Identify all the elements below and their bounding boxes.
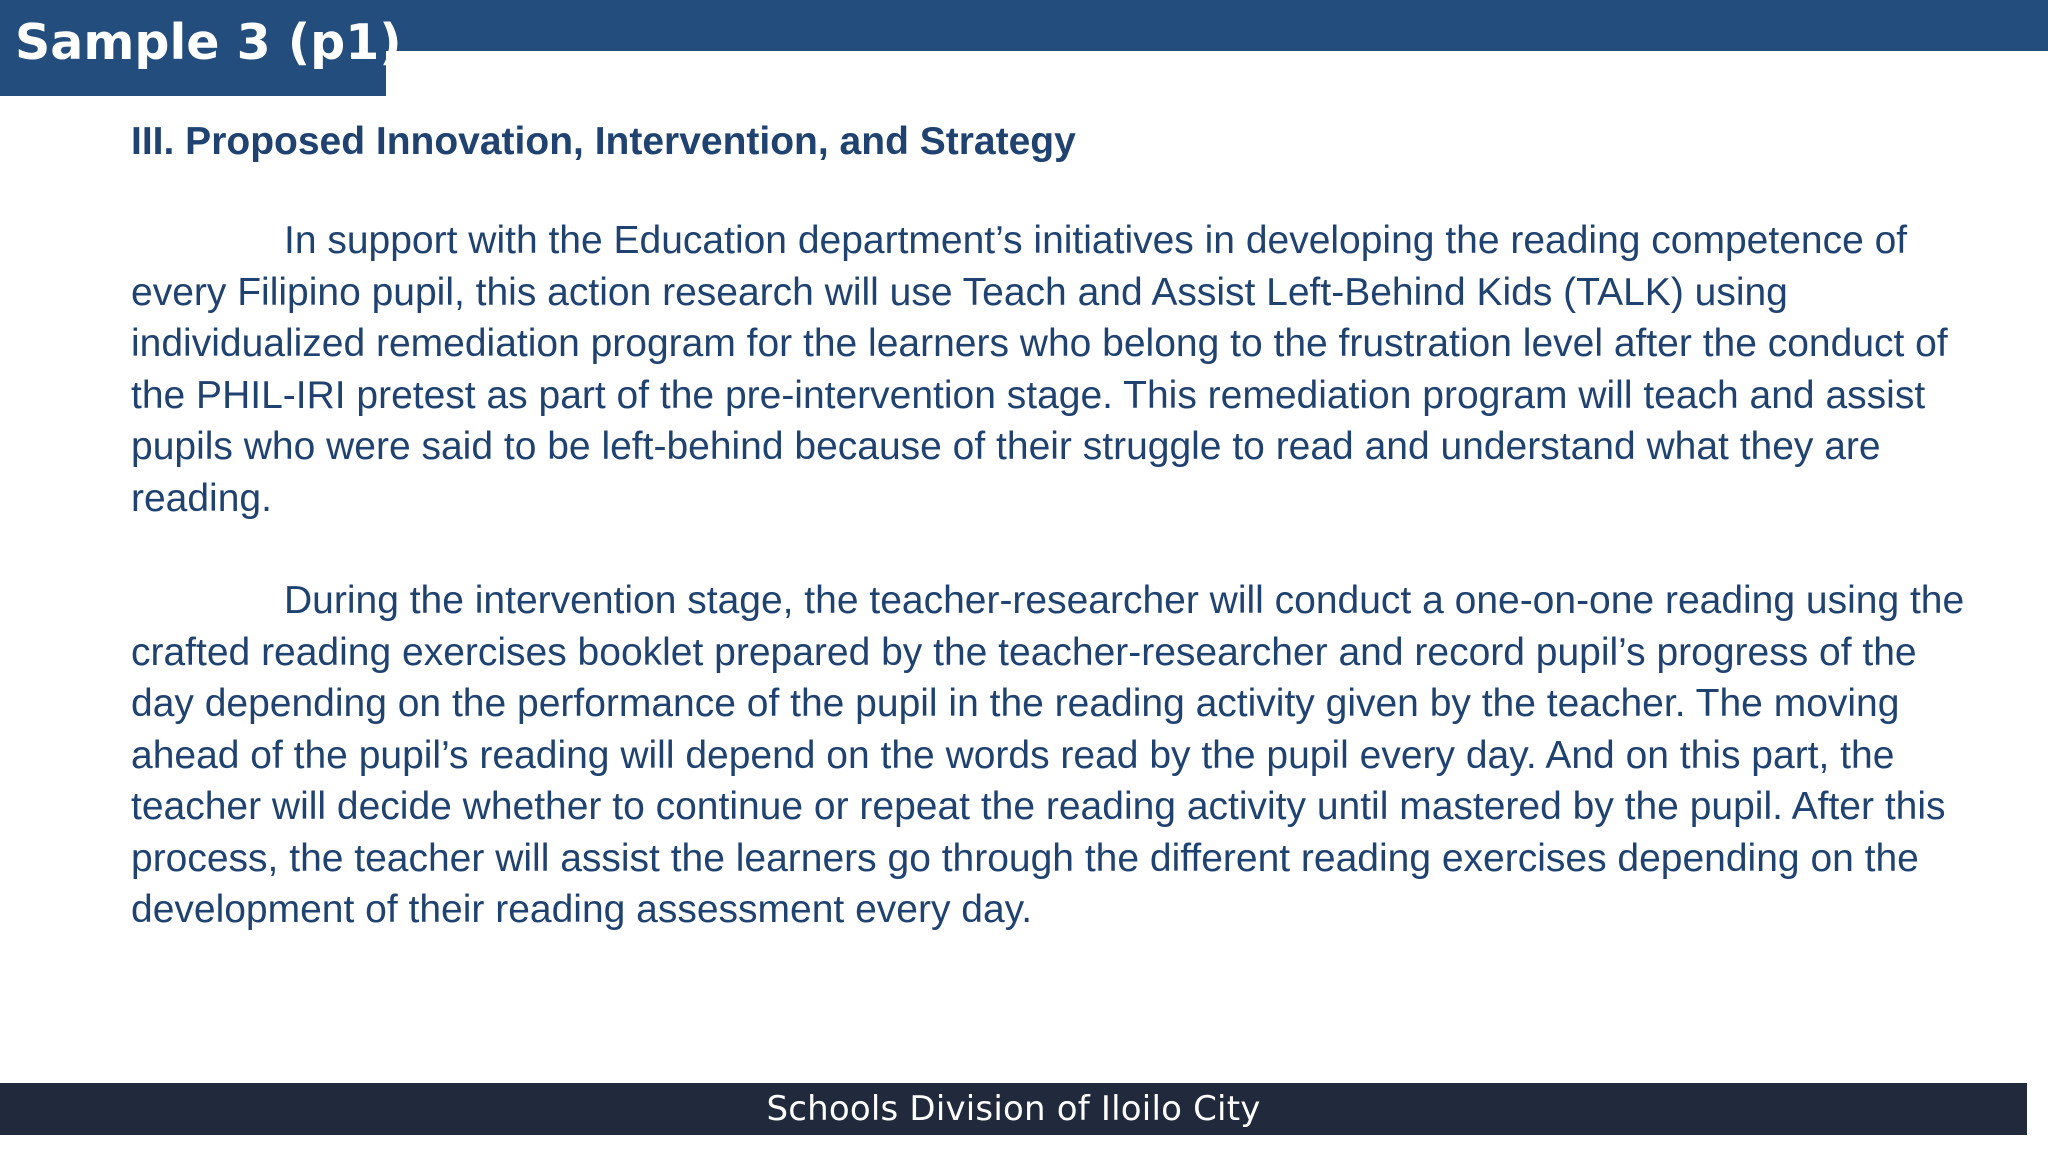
paragraph-support: In support with the Education department’s initiatives in developing the reading competence of every Filipino pupil, this action research will use Teach and Assist Left-Behind Kids (TALK) using individualized remediation program for the learners who belong to the frustration level after the conduct of the PHIL-IRI pretest as part of the pre-intervention stage. This remediation program will teach and assist pupils who were said to be left-behind because of their struggle to read and understand what they are reading. (131, 219, 1948, 520)
slide-content (131, 113, 1981, 936)
section-heading: III. Proposed Innovation, Intervention, and Strategy (131, 120, 1076, 163)
slide-title-tab (0, 0, 402, 96)
footer-text: Schools Division of Iloilo City (766, 1089, 1261, 1129)
slide-title: Sample 3 (p1) (15, 14, 402, 71)
footer-bar (0, 1083, 2027, 1135)
paragraph-intervention: During the intervention stage, the teacher-researcher will conduct a one-on-one reading using the crafted reading exercises booklet prepared by the teacher-researcher and record pupil’s progress of the day depending on the performance of the pupil in the reading activity given by the teacher. The moving ahead of the pupil’s reading will depend on the words read by the pupil every day. And on this part, the teacher will decide whether to continue or repeat the reading activity until mastered by the pupil. After this process, the teacher will assist the learners go through the different reading exercises depending on the development of their reading assessment every day. (131, 579, 1965, 931)
